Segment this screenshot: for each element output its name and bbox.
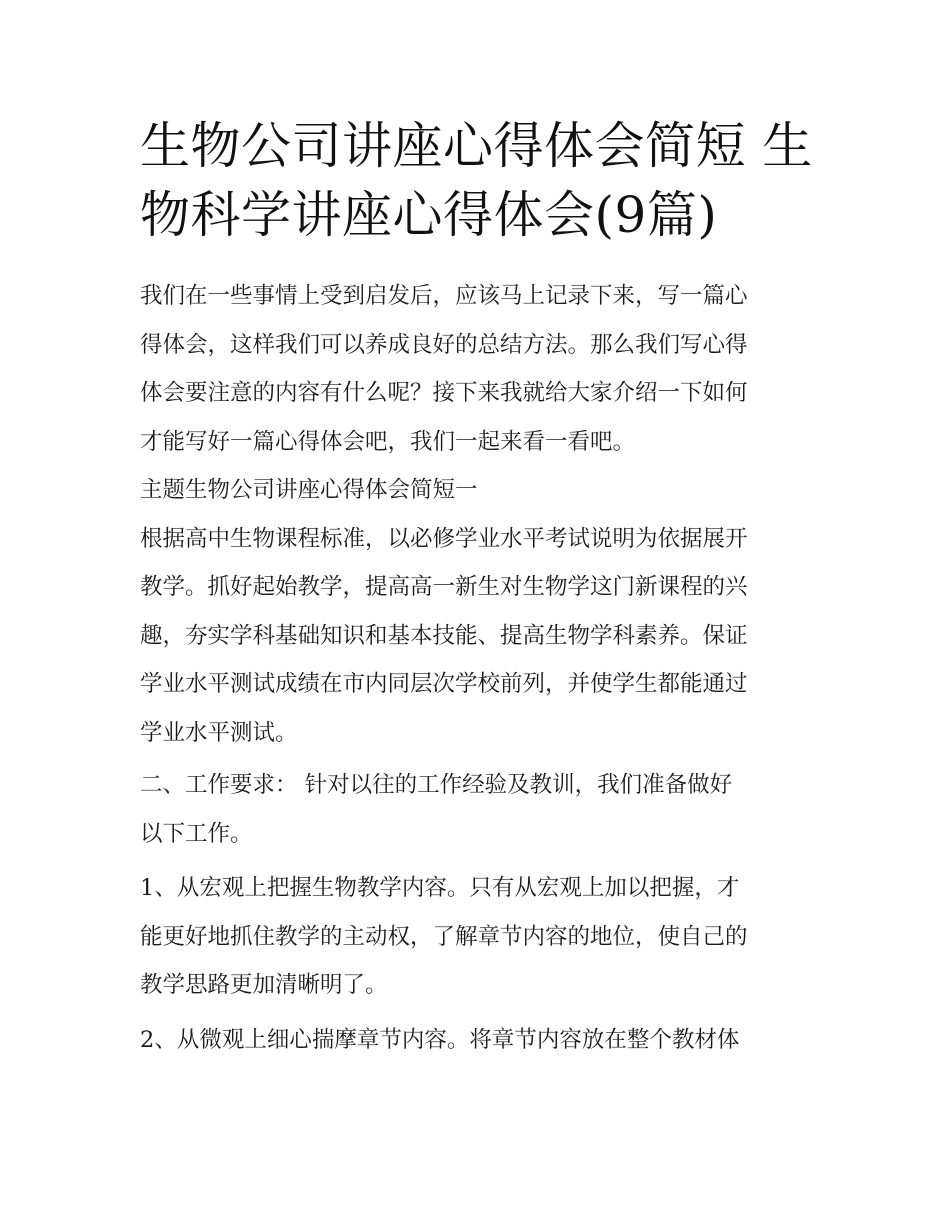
text-line: 得体会，这样我们可以养成良好的总结方法。那么我们写心得 xyxy=(140,331,748,358)
text-line: 趣，夯实学科基础知识和基本技能、提高生物学科素养。保证 xyxy=(140,622,748,649)
work-requirements-paragraph xyxy=(140,761,812,858)
list-item-1 xyxy=(140,864,812,1010)
document-content xyxy=(140,112,812,1064)
text-line: 我们在一些事情上受到启发后，应该马上记录下来，写一篇心 xyxy=(140,283,748,309)
text-line: 根据高中生物课程标准，以必修学业水平考试说明为依据展开 xyxy=(140,525,748,552)
text-line: 才能写好一篇心得体会吧，我们一起来看一看吧。 xyxy=(140,428,636,455)
section-heading xyxy=(140,466,812,515)
text-line: 教学思路更加清晰明了。 xyxy=(140,972,388,998)
title-line: 物科学讲座心得体会(9篇) xyxy=(140,186,718,244)
text-line: 学业水平测试。 xyxy=(140,719,298,746)
text-line: 学业水平测试成绩在市内同层次学校前列，并使学生都能通过 xyxy=(140,671,748,697)
list-item-2 xyxy=(140,1016,812,1065)
title-line: 生物公司讲座心得体会简短 生 xyxy=(140,117,813,175)
text-line: 2、从微观上细心揣摩章节内容。将章节内容放在整个教材体 xyxy=(140,1026,740,1053)
text-line: 能更好地抓住教学的主动权，了解章节内容的地位，使自己的 xyxy=(140,923,748,950)
document-body xyxy=(140,272,812,1064)
text-line: 以下工作。 xyxy=(140,820,253,847)
text-line: 主题生物公司讲座心得体会简短一 xyxy=(140,477,478,503)
text-line: 体会要注意的内容有什么呢？接下来我就给大家介绍一下如何 xyxy=(140,380,748,406)
document-title xyxy=(140,112,812,250)
intro-paragraph xyxy=(140,272,812,466)
text-line: 教学。抓好起始教学，提高高一新生对生物学这门新课程的兴 xyxy=(140,574,748,600)
text-line: 1、从宏观上把握生物教学内容。只有从宏观上加以把握，才 xyxy=(140,875,740,901)
body-paragraph xyxy=(140,515,812,758)
text-line: 二、工作要求： 针对以往的工作经验及教训，我们准备做好 xyxy=(140,772,733,798)
